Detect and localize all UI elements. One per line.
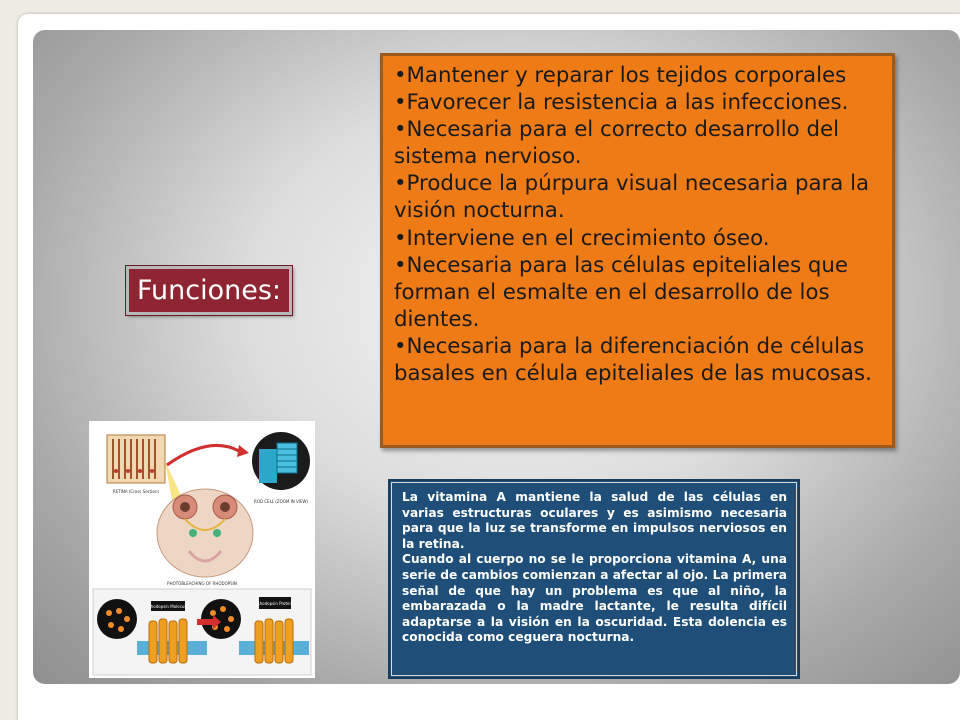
funcion-item: •Necesaria para las células epiteliales que forman el esmalte en el desarrollo de los dientes. [394, 252, 848, 332]
rod-cell-label: ROD CELL (ZOOM IN VIEW) [253, 499, 309, 504]
info-paragraph: Cuando al cuerpo no se le proporciona vitamina A, una serie de cambios comienzan a afectar al ojo. La primera señal de que hay un problema es que al niño, la embarazada o la madre lactante, le resulta difícil adaptarse a la visión en la oscuridad. Esta dolencia es conocida como ceguera nocturna. [402, 552, 787, 645]
brain-outline [157, 489, 253, 577]
funcion-item: •Necesaria para el correcto desarrollo del sistema nervioso. [394, 117, 839, 170]
slide-title-text: Funciones: [136, 275, 282, 306]
funciones-list [380, 53, 895, 448]
info-paragraph: La vitamina A mantiene la salud de las células en varias estructuras oculares y es asimismo necesaria para que la luz se transforme en impulsos nerviosos en la retina. [402, 490, 787, 551]
funcion-item: •Mantener y reparar los tejidos corporales [394, 63, 847, 88]
funcion-item: •Interviene en el crecimiento óseo. [394, 225, 770, 251]
eye-rhodopsin-illustration [89, 421, 315, 678]
eye-diagram-graphic [89, 421, 315, 678]
funcion-item: •Produce la púrpura visual necesaria para la visión nocturna. [394, 171, 870, 224]
rhodopsin-title: PHOTOBLEACHING OF RHODOPSIN [167, 581, 237, 586]
rhodopsin-molecule-label: Rhodopsin Molecule [147, 604, 189, 609]
funcion-item: •Necesaria para la diferenciación de células basales en célula epiteliales de las mucosas. [394, 333, 872, 387]
funcion-item: •Favorecer la resistencia a las infecciones. [394, 90, 849, 116]
slide-title [126, 266, 292, 315]
info-box [388, 479, 800, 679]
retina-label: RETINA (Cross Section) [112, 489, 160, 494]
rhodopsin-protein-label: Rhodopsin Protein [256, 601, 294, 606]
